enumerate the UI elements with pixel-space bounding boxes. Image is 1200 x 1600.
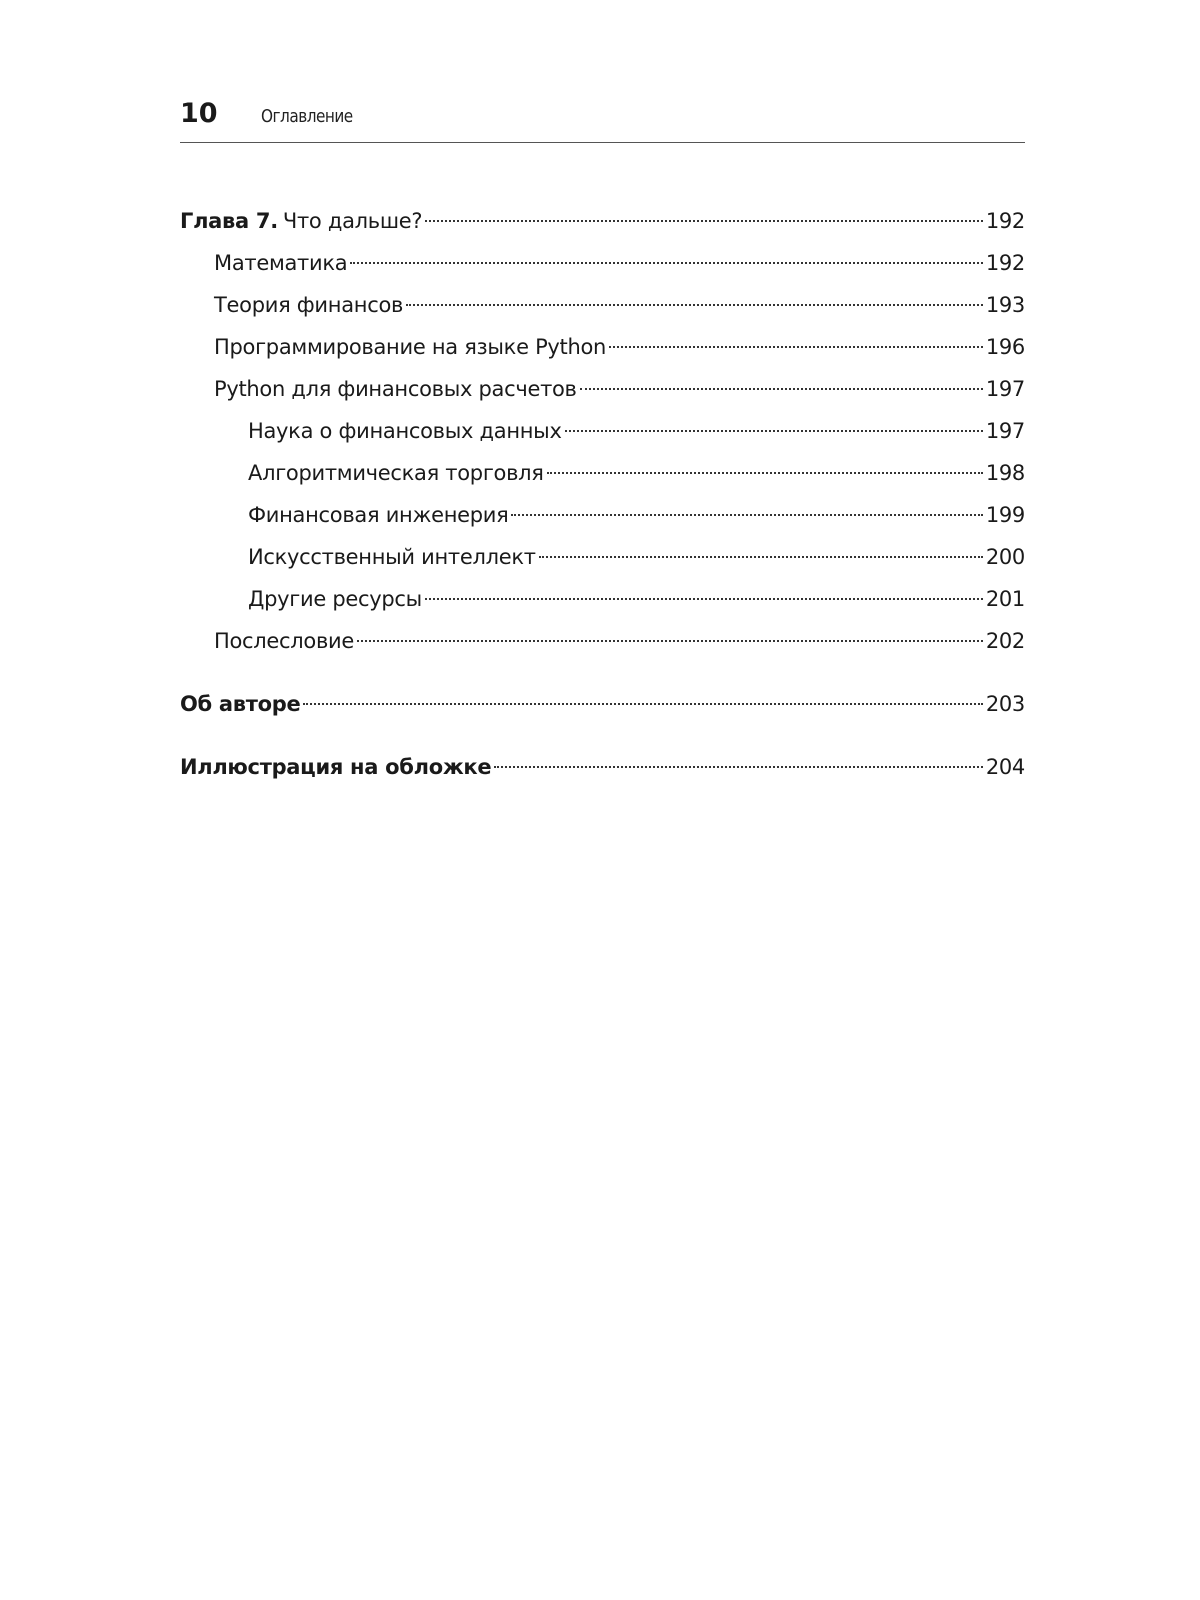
section-title: Оглавление <box>261 106 353 127</box>
running-head <box>180 98 1025 143</box>
toc-page-number: 199 <box>985 503 1025 527</box>
dot-leader <box>303 703 982 705</box>
toc-entry-title: Иллюстрация на обложке <box>180 755 492 779</box>
toc-entry-financial-data-science[interactable] <box>180 410 1025 452</box>
toc-entry-cover-illustration[interactable] <box>180 746 1025 788</box>
dot-leader <box>494 766 982 768</box>
toc-entry-title: Математика <box>214 251 348 275</box>
dot-leader <box>425 220 983 222</box>
toc-page-number: 198 <box>985 461 1025 485</box>
toc-entry-title: Алгоритмическая торговля <box>248 461 544 485</box>
page-number: 10 <box>180 98 218 129</box>
toc-entry-title: Что дальше? <box>282 209 423 233</box>
dot-leader <box>609 346 983 348</box>
toc-entry-title: Теория финансов <box>214 293 404 317</box>
toc-page-number: 201 <box>985 587 1025 611</box>
toc-page-number: 204 <box>985 755 1025 779</box>
toc-entry-chapter-7[interactable] <box>180 200 1025 242</box>
toc-page-number: 200 <box>985 545 1025 569</box>
toc-entry-other-resources[interactable] <box>180 578 1025 620</box>
toc-entry-title: Искусственный интеллект <box>248 545 536 569</box>
dot-leader <box>425 598 983 600</box>
dot-leader <box>511 514 982 516</box>
toc-page-number: 202 <box>985 629 1025 653</box>
dot-leader <box>357 640 983 642</box>
toc-entry-title: Другие ресурсы <box>248 587 422 611</box>
toc-page-number: 196 <box>985 335 1025 359</box>
toc-entry-financial-engineering[interactable] <box>180 494 1025 536</box>
toc-entry-python-programming[interactable] <box>180 326 1025 368</box>
dot-leader <box>580 388 983 390</box>
toc-entry-title: Об авторе <box>180 692 301 716</box>
toc-page-number: 193 <box>985 293 1025 317</box>
toc-entry-title: Финансовая инженерия <box>248 503 509 527</box>
toc-entry-about-author[interactable] <box>180 683 1025 725</box>
dot-leader <box>350 262 983 264</box>
toc-entry-mathematics[interactable] <box>180 242 1025 284</box>
dot-leader <box>406 304 983 306</box>
dot-leader <box>547 472 983 474</box>
toc-entry-python-for-finance[interactable] <box>180 368 1025 410</box>
dot-leader <box>565 430 983 432</box>
toc-page-number: 192 <box>985 251 1025 275</box>
toc-entry-algorithmic-trading[interactable] <box>180 452 1025 494</box>
toc-entry-artificial-intelligence[interactable] <box>180 536 1025 578</box>
dot-leader <box>539 556 983 558</box>
toc-entry-title: Наука о финансовых данных <box>248 419 562 443</box>
toc-entry-title: Python для финансовых расчетов <box>214 377 577 401</box>
toc-page-number: 197 <box>985 377 1025 401</box>
toc-page-number: 197 <box>985 419 1025 443</box>
toc-entry-finance-theory[interactable] <box>180 284 1025 326</box>
toc-entry-title: Послесловие <box>214 629 354 653</box>
toc-entry-afterword[interactable] <box>180 620 1025 662</box>
chapter-label: Глава 7. <box>180 209 278 233</box>
toc-page-number: 192 <box>985 209 1025 233</box>
toc-entry-title: Программирование на языке Python <box>214 335 607 359</box>
table-of-contents <box>180 200 1025 788</box>
toc-page-number: 203 <box>985 692 1025 716</box>
